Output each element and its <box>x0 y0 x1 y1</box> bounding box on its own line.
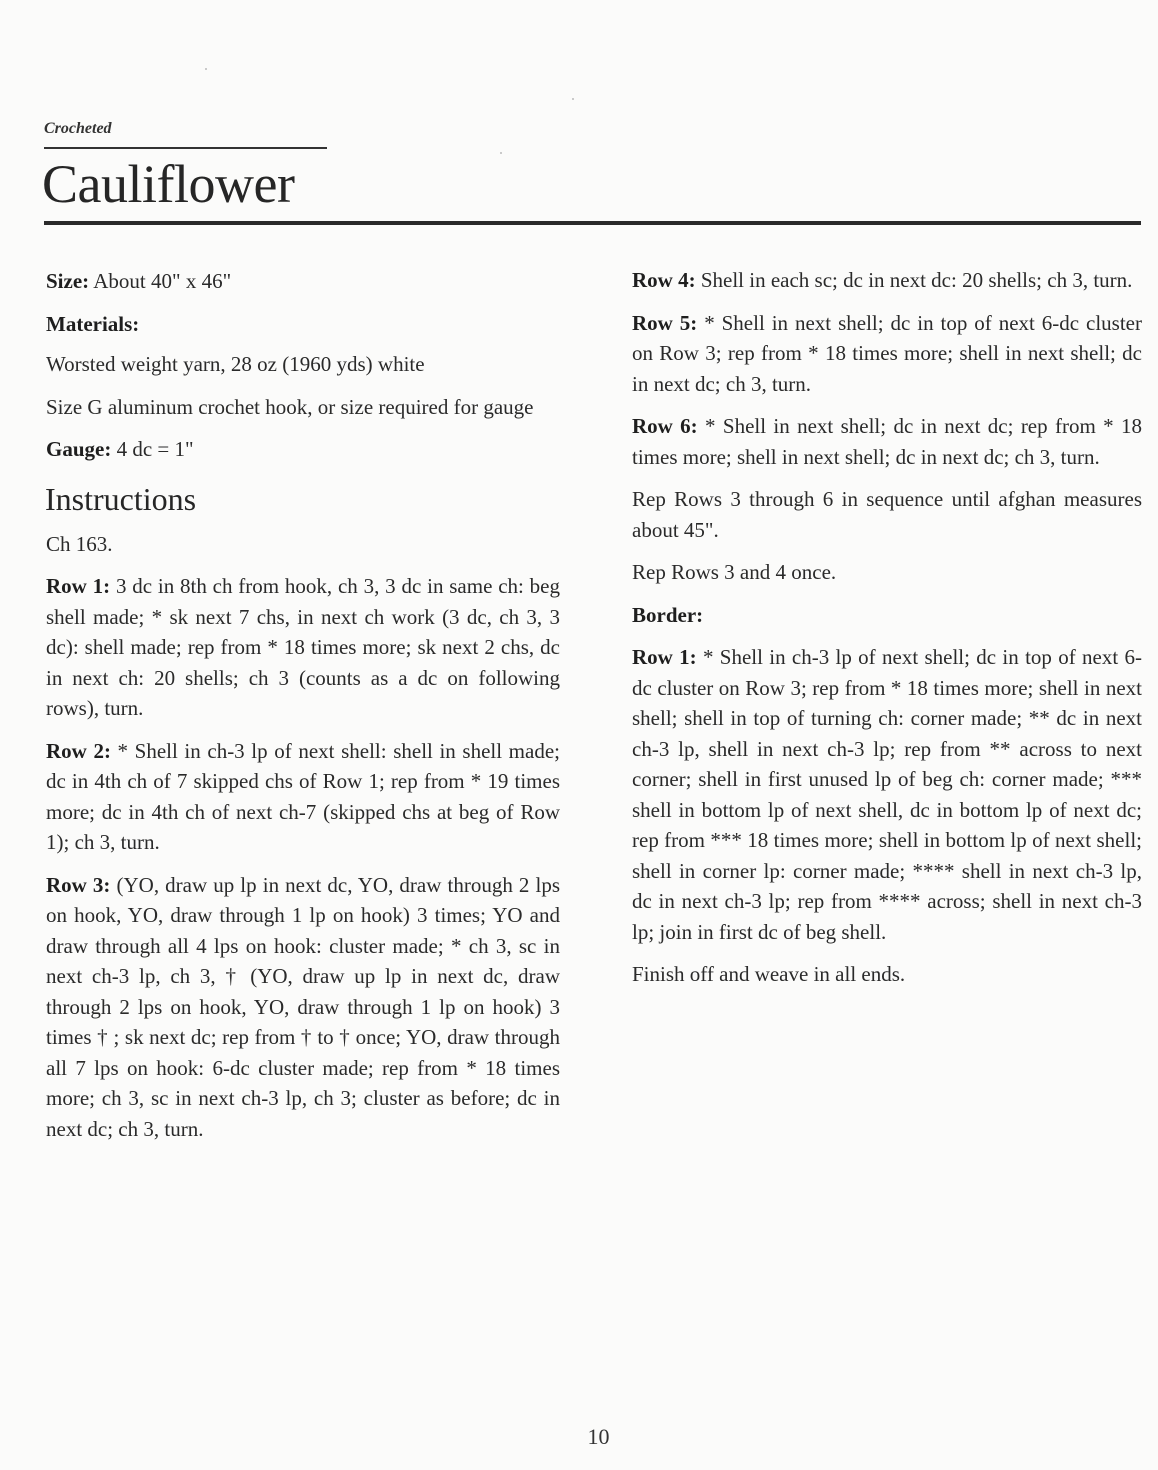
scan-speck <box>572 98 574 100</box>
row-text: * Shell in next shell; dc in top of next 6-dc cluster on Row 3; rep from * 18 times more; shell in next shell; dc in next dc; ch 3, turn. <box>632 310 1142 396</box>
row-label: Row 1: <box>632 645 697 669</box>
row-label: Row 6: <box>632 414 698 438</box>
row-text: * Shell in ch-3 lp of next shell; dc in top of next 6-dc cluster on Row 3; rep from * 18 times more; shell in next shell; shell in top of turning ch: corner made; ** dc in next ch-3 lp, shell in next ch-3 lp; rep from ** across to next corner; shell in first unused lp of beg ch: corner made; *** shell in bottom lp of next shell, dc in bottom lp of next dc; rep from *** 18 times more; shell in bottom lp of next shell; shell in corner lp: corner made; **** shell in next ch-3 lp, dc in next ch-3 lp; rep from **** across; shell in next ch-3 lp; join in first dc of beg shell. <box>632 645 1142 944</box>
repeat-instruction: Rep Rows 3 through 6 in sequence until afghan measures about 45". <box>632 487 1142 542</box>
row-5 <box>632 308 1142 400</box>
page-title: Cauliflower <box>42 154 295 214</box>
row-3 <box>46 870 560 1145</box>
finish-instruction: Finish off and weave in all ends. <box>632 962 906 986</box>
materials-label: Materials: <box>46 311 140 336</box>
row-label: Row 2: <box>46 738 111 763</box>
row-label: Row 5: <box>632 310 698 335</box>
row-text: (YO, draw up lp in next dc, YO, draw through 2 lps on hook, YO, draw through 1 lp on hook) 3 times; YO and draw through all 4 lps on hook: cluster made; * ch 3, sc in next ch-3 lp, ch 3, † (YO, draw up lp in next dc, draw through 2 lps on hook, YO, draw through 1 lp on hook) 3 times † ; sk next dc; rep from † to † once; YO, draw through all 7 lps on hook: 6-dc cluster made; rep from * 18 times more; ch 3, sc in next ch-3 lp, ch 3; cluster as before; dc in next dc; ch 3, turn. <box>46 872 560 1141</box>
row-6 <box>632 411 1142 472</box>
size-line <box>46 266 560 297</box>
size-label: Size: <box>46 269 90 293</box>
row-text: 3 dc in 8th ch from hook, ch 3, 3 dc in same ch: beg shell made; * sk next 7 chs, in next ch work (3 dc, ch 3, 3 dc): shell made; rep from * 18 times more; sk next 2 chs, dc in next ch: 20 shells; ch 3 (counts as a dc on following rows), turn. <box>46 574 561 720</box>
scan-speck <box>205 68 207 70</box>
material-item: Worsted weight yarn, 28 oz (1960 yds) white <box>46 352 425 376</box>
row-text: Shell in each sc; dc in next dc: 20 shells; ch 3, turn. <box>695 268 1133 292</box>
size-value: About 40" x 46" <box>89 269 232 293</box>
start-chain: Ch 163. <box>46 531 113 556</box>
border-label: Border: <box>632 602 704 627</box>
row-text: * Shell in next shell; dc in next dc; rep from * 18 times more; shell in next shell; dc in next dc; ch 3, turn. <box>632 414 1142 469</box>
page-number: 10 <box>587 1424 610 1449</box>
gauge-line <box>46 434 560 465</box>
row-2 <box>46 736 560 858</box>
row-label: Row 3: <box>46 872 111 897</box>
row-1 <box>46 571 560 724</box>
short-rule <box>44 147 327 149</box>
materials-heading <box>46 309 560 340</box>
gauge-label: Gauge: <box>46 437 112 461</box>
instructions-heading: Instructions <box>45 480 197 517</box>
material-item: Size G aluminum crochet hook, or size required for gauge <box>46 394 534 419</box>
row-4 <box>632 265 1142 296</box>
repeat-instruction: Rep Rows 3 and 4 once. <box>632 560 837 584</box>
row-label: Row 4: <box>632 268 696 292</box>
scan-speck <box>500 152 502 154</box>
title-rule <box>44 221 1141 225</box>
border-row-1 <box>632 642 1142 947</box>
row-text: * Shell in ch-3 lp of next shell: shell in shell made; dc in 4th ch of 7 skipped chs of Row 1; rep from * 19 times more; dc in 4th ch of next ch-7 (skipped chs at beg of Row 1); ch 3, turn. <box>46 738 560 854</box>
row-label: Row 1: <box>46 574 111 598</box>
gauge-value: 4 dc = 1" <box>111 437 194 461</box>
right-column <box>632 265 1142 1002</box>
category-label: Crocheted <box>44 120 112 137</box>
left-column <box>46 266 560 1156</box>
border-heading <box>632 600 1142 631</box>
